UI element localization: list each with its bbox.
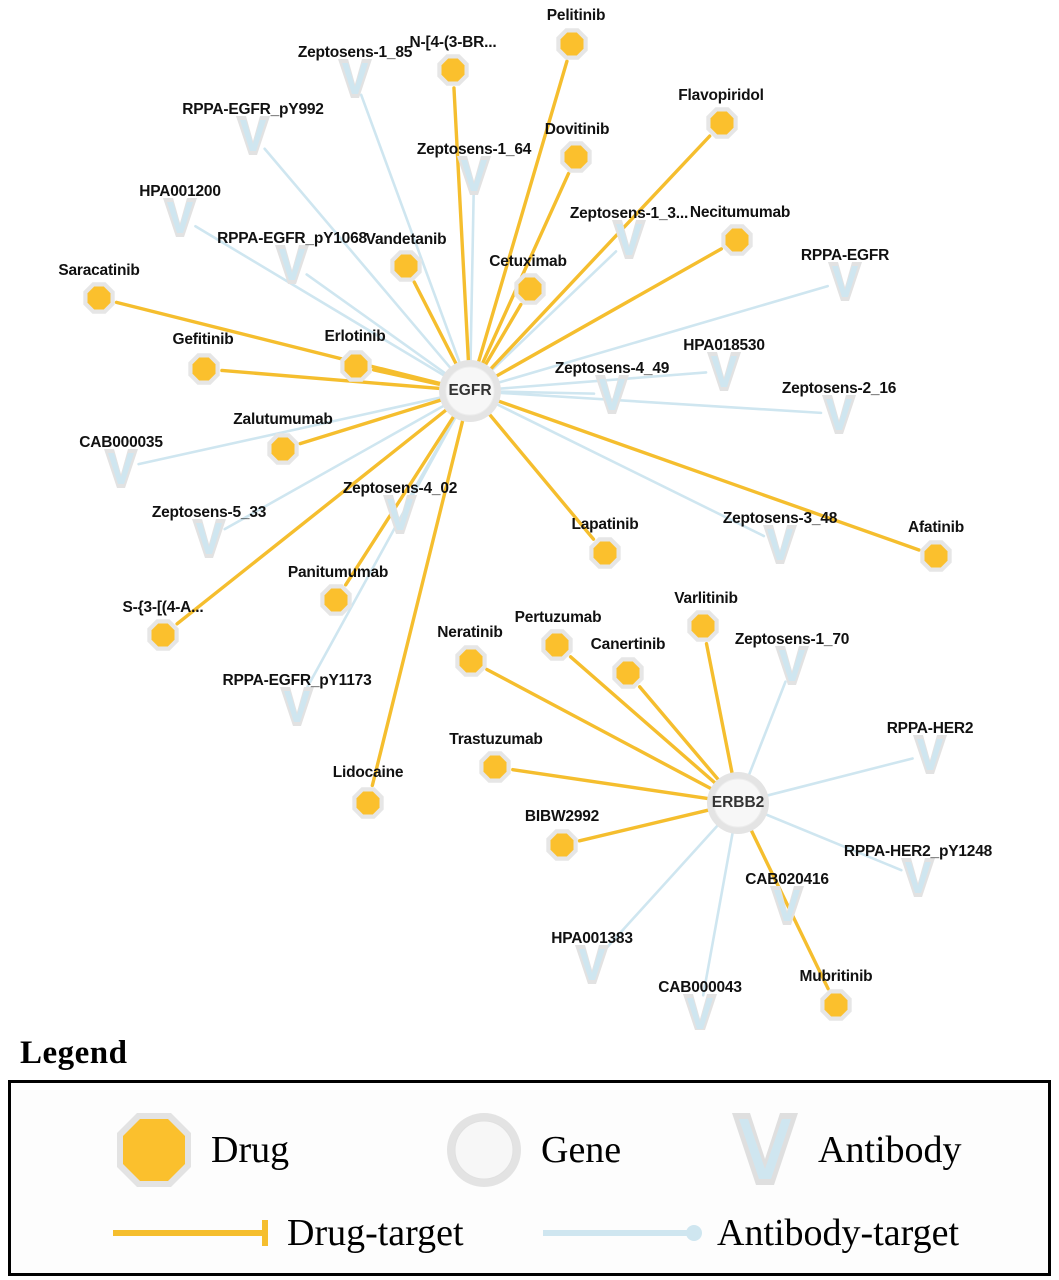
drug-node-label: Erlotinib bbox=[324, 328, 386, 345]
drug-node bbox=[390, 250, 421, 281]
drug-node bbox=[920, 540, 951, 571]
drug-target-edge-icon bbox=[109, 1216, 277, 1250]
edge bbox=[706, 644, 732, 778]
drug-node-label: Cetuximab bbox=[489, 253, 567, 270]
octagon-icon bbox=[546, 634, 569, 657]
drug-node-label: Gefitinib bbox=[172, 331, 234, 348]
antibody-node-label: Zeptosens-2_16 bbox=[781, 380, 897, 397]
legend-item-drug bbox=[111, 1107, 289, 1193]
drug-node-label: Panitumumab bbox=[287, 564, 389, 581]
drug-node bbox=[455, 645, 486, 676]
antibody-node-label: Zeptosens-3_48 bbox=[722, 510, 838, 527]
antibody-node bbox=[104, 449, 138, 488]
legend bbox=[8, 1035, 1051, 1276]
drug-node-label: Afatinib bbox=[907, 519, 965, 536]
drug-node-label: Zalutumumab bbox=[233, 411, 333, 428]
antibody-node-label: CAB000035 bbox=[79, 434, 163, 451]
edge bbox=[747, 682, 785, 779]
antibody-node-label: RPPA-HER2 bbox=[886, 720, 974, 737]
antibody-node-label: RPPA-EGFR_pY1068 bbox=[217, 230, 367, 247]
drug-node bbox=[83, 282, 114, 313]
drug-node bbox=[612, 657, 643, 688]
octagon-icon bbox=[711, 112, 734, 135]
legend-label-drug-target: Drug-target bbox=[287, 1212, 464, 1254]
drug-node-label: Flavopiridol bbox=[678, 87, 764, 104]
legend-item-gene bbox=[441, 1107, 621, 1193]
antibody-node bbox=[575, 945, 609, 984]
edge bbox=[307, 274, 449, 375]
drug-node-label: Necitumumab bbox=[689, 204, 791, 221]
drug-node bbox=[560, 141, 591, 172]
legend-label-antibody: Antibody bbox=[818, 1129, 962, 1171]
drug-node bbox=[352, 787, 383, 818]
octagon-icon bbox=[111, 1107, 197, 1193]
octagon-icon bbox=[345, 355, 368, 378]
drug-node bbox=[687, 610, 718, 641]
edge bbox=[346, 413, 456, 585]
antibody-node bbox=[775, 646, 809, 685]
antibody-node bbox=[338, 59, 372, 98]
legend-label-gene: Gene bbox=[541, 1129, 622, 1171]
drug-node-label: Canertinib bbox=[590, 636, 666, 653]
octagon-icon bbox=[152, 624, 175, 647]
drug-node-label: N-[4-(3-BR... bbox=[409, 34, 497, 51]
legend-item-drug-target bbox=[109, 1211, 464, 1255]
octagon-icon bbox=[395, 255, 418, 278]
drug-node-label: Saracatinib bbox=[58, 262, 140, 279]
legend-item-antibody-target bbox=[539, 1211, 959, 1255]
octagon-icon bbox=[925, 545, 948, 568]
legend-item-antibody bbox=[726, 1107, 962, 1193]
drug-node bbox=[479, 751, 510, 782]
edge bbox=[470, 193, 473, 365]
edge bbox=[571, 657, 719, 786]
octagon-icon bbox=[272, 438, 295, 461]
drug-node-label: BIBW2992 bbox=[524, 808, 600, 825]
legend-label-antibody-target: Antibody-target bbox=[717, 1212, 960, 1254]
octagon-icon bbox=[565, 146, 588, 169]
edge bbox=[763, 758, 912, 796]
drug-node-label: Varlitinib bbox=[674, 590, 738, 607]
edge bbox=[306, 414, 458, 690]
edge bbox=[703, 829, 733, 996]
drug-node bbox=[706, 107, 737, 138]
edge bbox=[640, 687, 722, 783]
antibody-node-label: RPPA-EGFR_pY992 bbox=[182, 101, 324, 118]
antibody-node bbox=[163, 198, 197, 237]
edge bbox=[495, 400, 920, 550]
antibody-node bbox=[901, 858, 935, 897]
antibody-node-label: CAB020416 bbox=[745, 871, 829, 888]
octagon-icon bbox=[594, 542, 617, 565]
drug-node bbox=[589, 537, 620, 568]
legend-box bbox=[8, 1080, 1051, 1276]
octagon-icon bbox=[193, 358, 216, 381]
drug-node bbox=[340, 350, 371, 381]
antibody-node-label: Zeptosens-1_3... bbox=[569, 205, 689, 222]
antibody-node-label: Zeptosens-5_33 bbox=[151, 504, 267, 521]
antibody-node bbox=[707, 352, 741, 391]
antibody-node-label: RPPA-EGFR_pY1173 bbox=[222, 672, 372, 689]
antibody-node bbox=[828, 262, 862, 301]
drug-node-label: Mubritinib bbox=[799, 968, 873, 985]
antibody-target-edge-icon bbox=[539, 1216, 707, 1250]
edge bbox=[496, 393, 821, 413]
octagon-icon bbox=[551, 834, 574, 857]
drug-node-label: Neratinib bbox=[437, 624, 503, 641]
antibody-node-label: RPPA-EGFR bbox=[800, 247, 890, 264]
drug-node-label: Vandetanib bbox=[365, 231, 447, 248]
drug-node-label: Trastuzumab bbox=[449, 731, 543, 748]
drug-node-label: Lidocaine bbox=[332, 764, 404, 781]
octagon-icon bbox=[561, 33, 584, 56]
drug-node-label: S-{3-[(4-A... bbox=[122, 599, 204, 616]
octagon-icon bbox=[442, 59, 465, 82]
legend-label-drug: Drug bbox=[211, 1129, 290, 1171]
legend-title: Legend bbox=[20, 1035, 128, 1071]
edge bbox=[762, 813, 901, 870]
octagon-icon bbox=[484, 756, 507, 779]
drug-node bbox=[320, 584, 351, 615]
antibody-node bbox=[457, 156, 491, 195]
antibody-node bbox=[913, 735, 947, 774]
octagon-icon bbox=[617, 662, 640, 685]
antibody-node-label: CAB000043 bbox=[658, 979, 742, 996]
octagon-icon bbox=[519, 278, 542, 301]
edges-layer bbox=[116, 61, 919, 995]
drug-node-label: Dovitinib bbox=[544, 121, 610, 138]
octagon-icon bbox=[692, 615, 715, 638]
drug-node bbox=[188, 353, 219, 384]
antibody-node-label: Zeptosens-4_02 bbox=[342, 480, 458, 497]
drug-node bbox=[437, 54, 468, 85]
antibody-node bbox=[612, 220, 646, 259]
circle-icon bbox=[441, 1107, 527, 1193]
octagon-icon bbox=[726, 229, 749, 252]
edge bbox=[477, 61, 567, 366]
drug-node bbox=[721, 224, 752, 255]
gene-node-label: ERBB2 bbox=[711, 794, 765, 811]
antibody-node-label: HPA001200 bbox=[139, 183, 221, 200]
antibody-node-label: HPA001383 bbox=[551, 930, 633, 947]
edge bbox=[454, 88, 469, 365]
edge bbox=[116, 302, 444, 384]
antibody-node-label: Zeptosens-1_64 bbox=[416, 141, 532, 158]
octagon-icon bbox=[460, 650, 483, 673]
drug-node bbox=[556, 28, 587, 59]
v-arrow-icon bbox=[726, 1107, 804, 1193]
drug-node bbox=[541, 629, 572, 660]
octagon-icon bbox=[88, 287, 111, 310]
octagon-icon bbox=[325, 589, 348, 612]
drug-node-label: Lapatinib bbox=[571, 516, 639, 533]
antibody-node bbox=[763, 525, 797, 564]
antibody-node bbox=[280, 687, 314, 726]
edge bbox=[580, 809, 713, 841]
antibody-node-label: Zeptosens-4_49 bbox=[554, 360, 670, 377]
gene-node-label: EGFR bbox=[448, 382, 492, 399]
octagon-icon bbox=[357, 792, 380, 815]
drug-node bbox=[820, 989, 851, 1020]
octagon-icon bbox=[825, 994, 848, 1017]
antibody-node-label: RPPA-HER2_pY1248 bbox=[843, 843, 993, 860]
drug-node bbox=[546, 829, 577, 860]
antibody-node bbox=[822, 395, 856, 434]
drug-node bbox=[147, 619, 178, 650]
drug-node bbox=[514, 273, 545, 304]
drug-node-label: Pertuzumab bbox=[514, 609, 602, 626]
antibody-node bbox=[683, 994, 717, 1030]
antibody-node bbox=[192, 519, 226, 558]
drug-node-label: Pelitinib bbox=[546, 7, 606, 24]
antibody-node-label: Zeptosens-1_85 bbox=[297, 44, 413, 61]
antibody-node-label: Zeptosens-1_70 bbox=[734, 631, 850, 648]
drug-node bbox=[267, 433, 298, 464]
antibody-node-label: HPA018530 bbox=[683, 337, 765, 354]
